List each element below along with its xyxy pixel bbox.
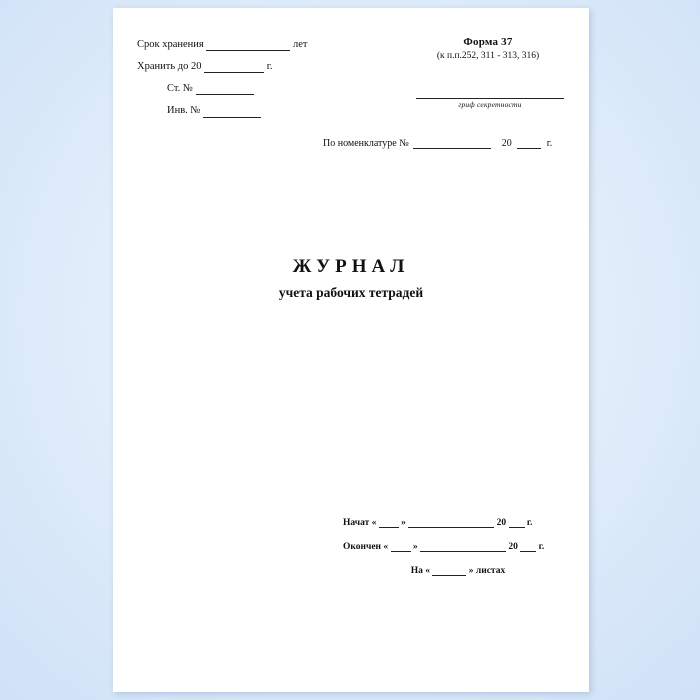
document-title-block (113, 256, 589, 301)
page-subtitle: учета рабочих тетрадей (278, 285, 424, 300)
started-label: Начат « (343, 518, 377, 528)
started-month-fill-line (408, 518, 494, 528)
keep-until-suffix: г. (266, 61, 273, 73)
sheets-label: На « (410, 566, 431, 576)
started-suffix: г. (526, 518, 533, 528)
storage-term-row (137, 38, 367, 51)
article-row (137, 82, 367, 95)
nomenclature-label: По номенклатуре № (323, 138, 409, 149)
finished-suffix: г. (538, 542, 545, 552)
storage-term-label: Срок хранения (137, 39, 204, 50)
sheets-suffix: » листах (468, 566, 506, 576)
started-day-fill-line (379, 518, 399, 528)
finished-year-fill-line (520, 542, 536, 552)
inventory-fill-line (203, 107, 261, 118)
finished-year: 20 (508, 542, 518, 552)
form-info-block (403, 36, 573, 61)
started-mid: » (401, 518, 406, 528)
inventory-row (137, 104, 367, 117)
nomenclature-year-fill-line (517, 138, 541, 149)
form-number: Форма 37 (463, 36, 513, 48)
storage-term-fill-line (206, 40, 290, 51)
document-page-wrapper (113, 8, 589, 692)
nomenclature-fill-line (413, 138, 491, 149)
sheets-count-fill-line (432, 566, 466, 576)
started-row (343, 518, 573, 528)
secrecy-caption: гриф секретности (458, 100, 522, 109)
finished-month-fill-line (420, 542, 506, 552)
keep-until-fill-line (204, 62, 264, 73)
article-fill-line (196, 84, 254, 95)
started-year-fill-line (509, 518, 525, 528)
secrecy-fill-line (416, 84, 564, 99)
inventory-label: Инв. № (167, 105, 201, 117)
finished-day-fill-line (391, 542, 411, 552)
footer-dates-block (343, 518, 573, 590)
secrecy-stamp-block (416, 84, 564, 109)
nomenclature-year-suffix: г. (546, 138, 553, 149)
document-content (113, 8, 589, 692)
storage-term-units: лет (293, 39, 308, 50)
finished-row (343, 542, 573, 552)
page-title: ЖУРНАЛ (292, 256, 410, 277)
keep-until-label: Хранить до 20 (137, 61, 202, 73)
finished-mid: » (412, 542, 418, 552)
article-label: Ст. № (167, 83, 193, 95)
storage-info-block (137, 38, 367, 127)
keep-until-row (137, 60, 367, 73)
nomenclature-row (323, 138, 552, 149)
form-reference: (к п.п.252, 311 - 313, 316) (436, 51, 540, 61)
sheets-row (343, 566, 573, 576)
started-year: 20 (496, 518, 507, 528)
finished-label: Окончен « (343, 542, 389, 552)
nomenclature-year-prefix: 20 (501, 138, 512, 149)
